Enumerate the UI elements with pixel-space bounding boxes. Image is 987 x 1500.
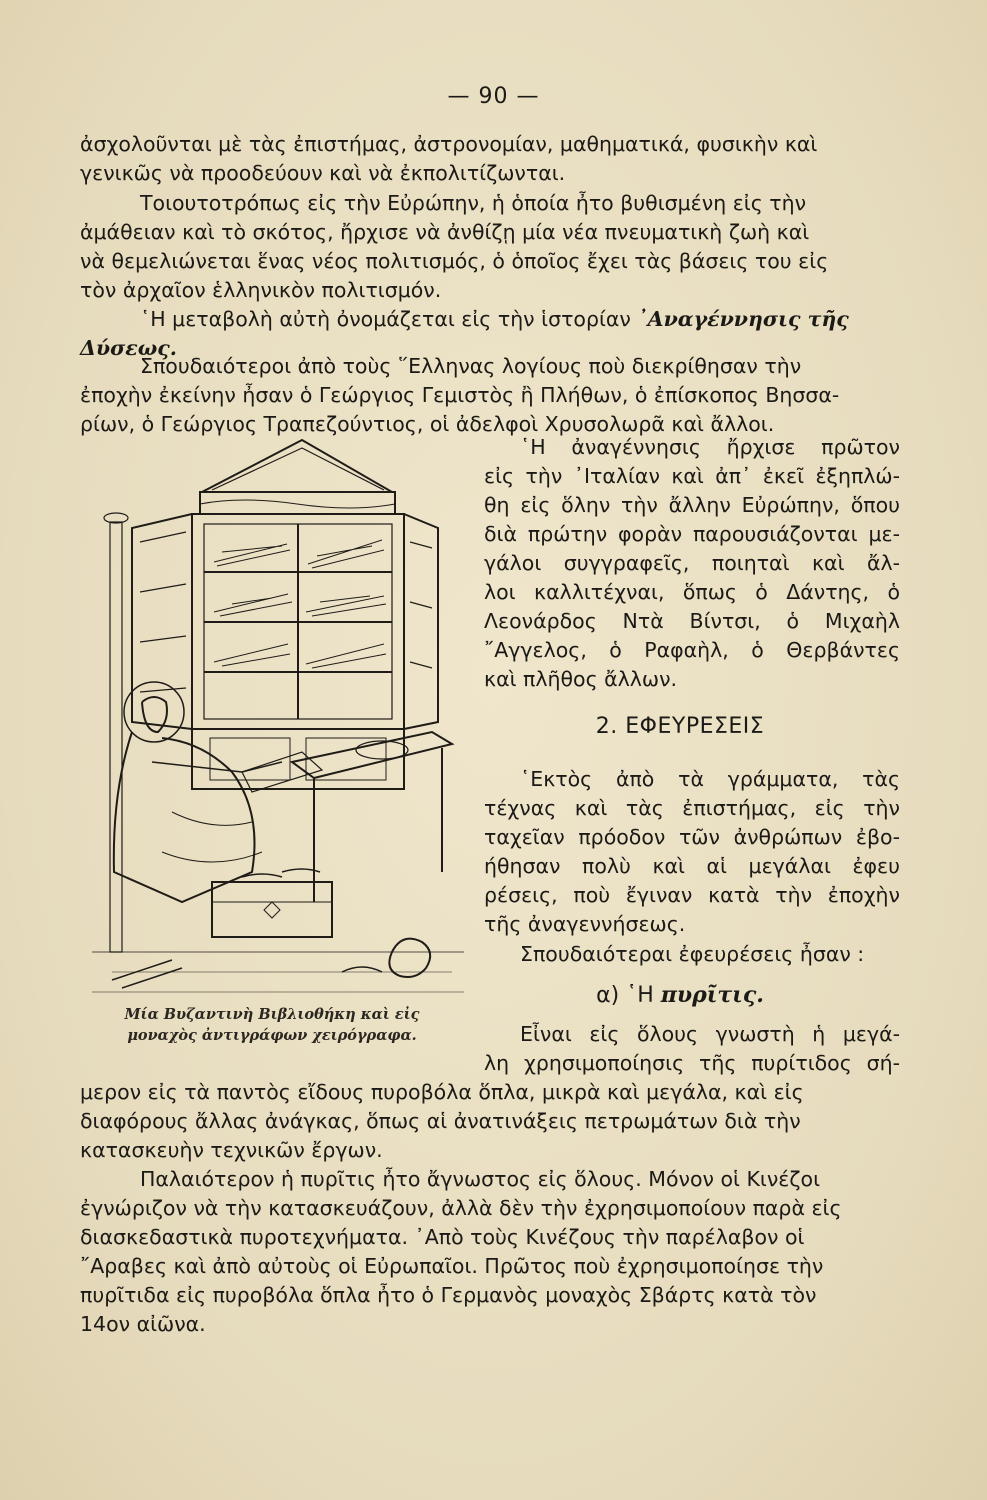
illustration-drawing <box>92 432 464 1004</box>
section-heading: 2. ΕΦΕΥΡΕΣΕΙΣ <box>595 714 765 739</box>
gunpowder-subheading <box>470 982 890 1008</box>
text-line: ρέσεις, ποὺ ἔγιναν κατὰ τὴν ἐποχὴν <box>484 883 900 907</box>
text-line: γάλοι συγγραφεῖς, ποιηταὶ καὶ ἄλ- <box>484 551 900 575</box>
byzantine-library-illustration-icon <box>92 432 464 1004</box>
renaissance-term: ᾿Αναγέννησις τῆς <box>637 307 849 331</box>
paragraph-inventions-list-intro <box>520 940 900 969</box>
text-line: διασκεδαστικὰ πυροτεχνήματα. ᾿Απὸ τοὺς Κινέζους τὴν παρέλαβον οἱ <box>80 1225 805 1249</box>
subheading-label: α) ῾Η <box>596 983 654 1008</box>
paragraph-europe <box>80 189 900 305</box>
text-line: ἀμάθειαν καὶ τὸ σκότος, ἤρχισε νὰ ἀνθίζῃ μία νέα πνευματικὴ ζωὴ καὶ <box>80 220 810 244</box>
caption-line: Μία Βυζαντινὴ Βιβλιοθήκη καὶ εἰς <box>124 1006 420 1023</box>
text-line: εἰς τὴν ᾿Ιταλίαν καὶ ἀπ᾿ ἐκεῖ ἐξηπλώ- <box>484 464 900 488</box>
text-line: ήθησαν πολὺ καὶ αἱ μεγάλαι ἐφευ <box>484 854 900 878</box>
text-line: ταχεῖαν πρόοδον τῶν ἀνθρώπων ἐβο- <box>484 825 900 849</box>
subheading-title: πυρῖτις. <box>660 982 764 1008</box>
text-line: ἐποχὴν ἐκείνην ἦσαν ὁ Γεώργιος Γεμιστὸς ἢ Πλήθων, ὁ ἐπίσκοπος Βησσα- <box>80 383 840 407</box>
text-line: ρίων, ὁ Γεώργιος Τραπεζούντιος, οἱ ἀδελφοὶ Χρυσολωρᾶ καὶ ἄλλοι. <box>80 412 775 436</box>
paragraph-greek-scholars <box>80 352 900 439</box>
text-line: κατασκευὴν τεχνικῶν ἔργων. <box>80 1138 383 1162</box>
text-line: τῆς ἀναγεννήσεως. <box>484 912 686 936</box>
paragraph-gunpowder-use-narrow <box>484 1020 900 1078</box>
text-line: θη εἰς ὅλην τὴν ἄλλην Εὐρώπην, ὅπου <box>484 493 900 517</box>
text-line: Παλαιότερον ἡ πυρῖτις ἦτο ἄγνωστος εἰς ὅλους. Μόνον οἱ Κινέζοι <box>140 1167 821 1191</box>
paragraph-gunpowder-use-wide <box>80 1078 900 1165</box>
text-line: ῾Η ἀναγέννησις ἤρχισε πρῶτον <box>520 435 900 459</box>
page-number: — 90 — <box>447 84 540 109</box>
text-line: καὶ πλῆθος ἄλλων. <box>484 667 678 691</box>
figure-caption <box>92 1004 452 1046</box>
text-line: τέχνας καὶ τὰς ἐπιστήμας, εἰς τὴν <box>484 796 900 820</box>
paragraph-inventions-intro <box>484 765 900 939</box>
text-line: διὰ πρώτην φορὰν παρουσιάζονται με- <box>484 522 900 546</box>
text-line: λοι καλλιτέχναι, ὅπως ὁ Δάντης, ὁ <box>484 580 900 604</box>
term-intro: ῾Η μεταβολὴ αὐτὴ ὀνομάζεται εἰς τὴν ἱστορίαν <box>140 307 631 331</box>
text-line: Τοιουτοτρόπως εἰς τὴν Εὐρώπην, ἡ ὁποία ἦτο βυθισμένη εἰς τὴν <box>140 191 807 215</box>
text-line: μερον εἰς τὰ παντὸς εἴδους πυροβόλα ὅπλα, μικρὰ καὶ μεγάλα, καὶ εἰς <box>80 1080 804 1104</box>
text-line: Εἶναι εἰς ὅλους γνωστὴ ἡ μεγά- <box>520 1022 900 1046</box>
text-line: ῎Αγγελος, ὁ Ραφαὴλ, ὁ Θερβάντες <box>484 638 900 662</box>
text-line: λη χρησιμοποίησις τῆς πυρίτιδος σή- <box>484 1051 900 1075</box>
paragraph-gunpowder-history <box>80 1165 900 1339</box>
text-line: ῾Εκτὸς ἀπὸ τὰ γράμματα, τὰς <box>520 767 900 791</box>
paragraph-renaissance-spread <box>484 433 900 694</box>
renaissance-term-end: Δύσεως. <box>80 336 177 360</box>
intro-paragraph <box>80 130 900 188</box>
text-line: νὰ θεμελιώνεται ἕνας νέος πολιτισμός, ὁ ὁποῖος ἔχει τὰς βάσεις του εἰς <box>80 249 829 273</box>
caption-line: μοναχὸς ἀντιγράφων χειρόγραφα. <box>127 1027 417 1044</box>
text-line: διαφόρους ἄλλας ἀνάγκας, ὅπως αἱ ἀνατινάξεις πετρωμάτων διὰ τὴν <box>80 1109 801 1133</box>
text-line: 14ον αἰῶνα. <box>80 1312 206 1336</box>
text-line: ῎Αραβες καὶ ἀπὸ αὐτοὺς οἱ Εὐρωπαῖοι. Πρῶτος ποὺ ἐχρησιμοποίησε τὴν <box>80 1254 824 1278</box>
text-line: γενικῶς νὰ προοδεύουν καὶ νὰ ἐκπολιτίζωνται. <box>80 161 566 185</box>
text-line <box>80 305 900 334</box>
text-line: ἐγνώριζον νὰ τὴν κατασκευάζουν, ἀλλὰ δὲν τὴν ἐχρησιμοποίουν παρὰ εἰς <box>80 1196 842 1220</box>
text-line: Σπουδαιότεραι ἐφευρέσεις ἦσαν : <box>520 942 865 966</box>
text-line: πυρῖτιδα εἰς πυροβόλα ὅπλα ἦτο ὁ Γερμανὸς μοναχὸς Σβάρτς κατὰ τὸν <box>80 1283 817 1307</box>
text-line: ἀσχολοῦνται μὲ τὰς ἐπιστήμας, ἀστρονομίαν, μαθηματικά, φυσικὴν καὶ <box>80 132 818 156</box>
text-line: τὸν ἀρχαῖον ἑλληνικὸν πολιτισμόν. <box>80 278 442 302</box>
text-line: Λεονάρδος Ντὰ Βίντσι, ὁ Μιχαὴλ <box>484 609 900 633</box>
text-line: Σπουδαιότεροι ἀπὸ τοὺς ῞Ελληνας λογίους ποὺ διεκρίθησαν τὴν <box>140 354 802 378</box>
